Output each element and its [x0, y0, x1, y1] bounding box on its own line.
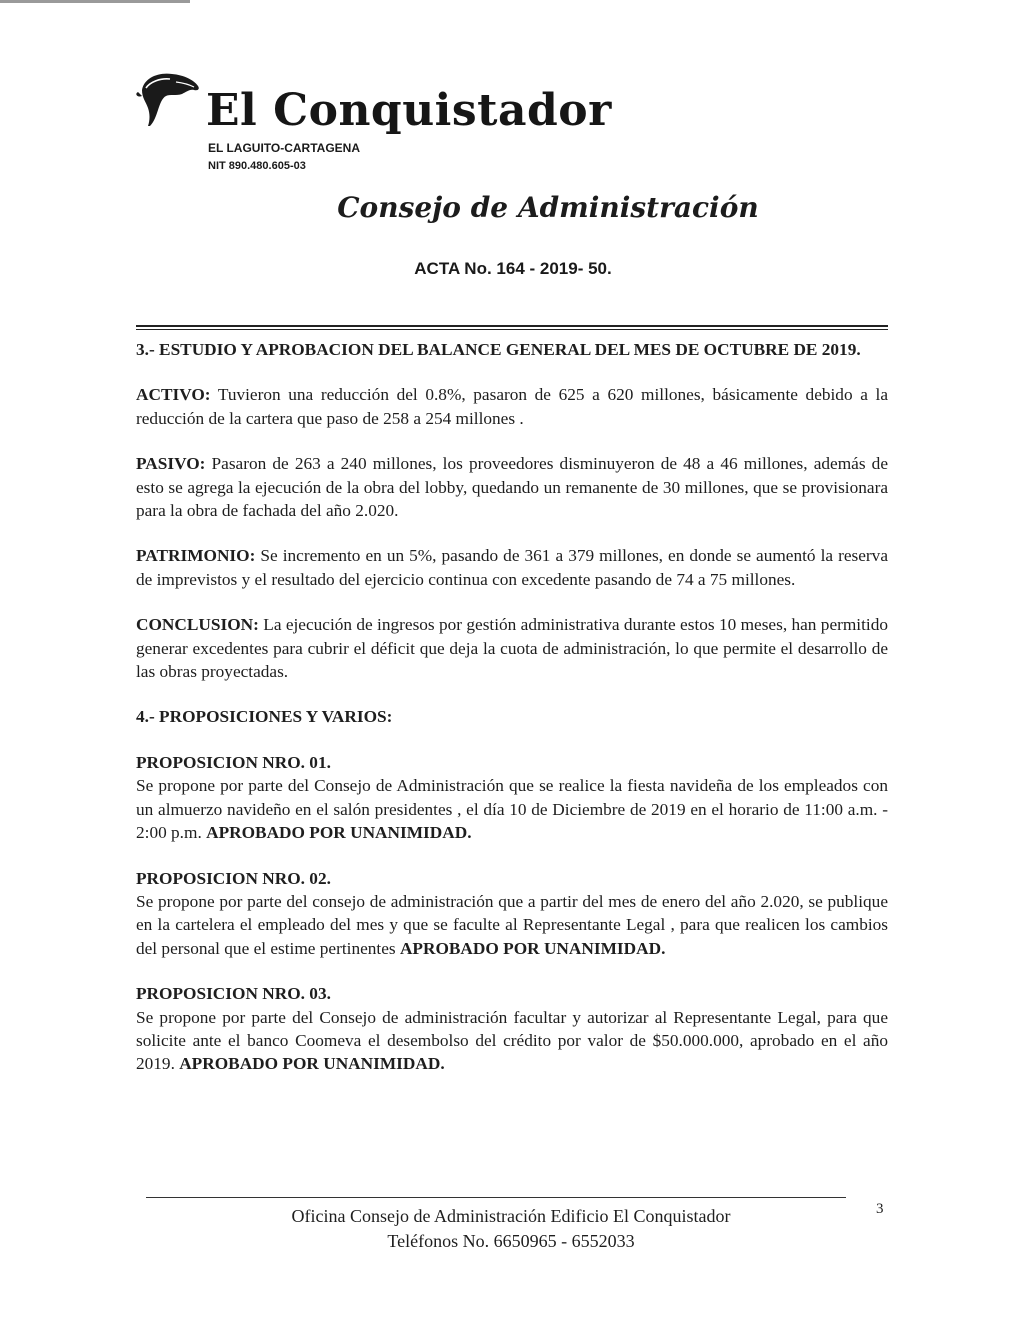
header-double-rule	[136, 325, 888, 330]
proposal-03	[136, 982, 888, 1076]
proposal-01-text: Se propone por parte del Consejo de Administración que se realice la fiesta navideña de los empleados con un almuerzo navideño en el salón presidentes , el día 10 de Diciembre de 2019 en el horario de 11:00 a.m. - 2:00 p.m.	[136, 776, 888, 843]
section-4-heading: 4.- PROPOSICIONES Y VARIOS:	[136, 707, 393, 727]
acta-number: ACTA No. 164 - 2019- 50.	[414, 259, 612, 278]
proposal-03-body	[136, 1006, 888, 1076]
page-footer	[146, 1204, 876, 1254]
conclusion-label: CONCLUSION:	[136, 615, 259, 635]
conclusion-paragraph	[136, 613, 888, 683]
proposal-01-title: PROPOSICION NRO. 01.	[136, 752, 331, 772]
proposal-02-body	[136, 890, 888, 960]
activo-label: ACTIVO:	[136, 385, 211, 405]
proposal-03-title: PROPOSICION NRO. 03.	[136, 984, 331, 1004]
proposal-02-status: APROBADO POR UNANIMIDAD.	[399, 938, 666, 958]
patrimonio-paragraph	[136, 544, 888, 591]
proposal-01-status: APROBADO POR UNANIMIDAD.	[206, 823, 472, 843]
brand-location: EL LAGUITO-CARTAGENA	[208, 141, 360, 155]
activo-text: Tuvieron una reducción del 0.8%, pasaron de 625 a 620 millones, básicamente debido a la reducción de la cartera que paso de 258 a 254 millones .	[136, 385, 888, 428]
proposal-02-text: Se propone por parte del consejo de administración que a partir del mes de enero del año 2.020, se publique en la cartelera el empleado del mes y que se faculte al Representante Legal , para que realicen los cambios del personal que el estime pertinentes	[136, 891, 888, 958]
proposal-03-text: Se propone por parte del Consejo de administración facultar y autorizar al Representante Legal, para que solicite ante el banco Coomeva el desembolso del crédito por valor de $50.000.000, aprobado en el año 2019.	[136, 1007, 888, 1074]
pasivo-paragraph	[136, 452, 888, 522]
proposal-03-status: APROBADO POR UNANIMIDAD.	[179, 1054, 445, 1074]
proposal-01	[136, 751, 888, 845]
footer-office: Oficina Consejo de Administración Edificio El Conquistador	[291, 1206, 731, 1226]
footer-phones: Teléfonos No. 6650965 - 6552033	[387, 1231, 635, 1251]
page-number: 3	[876, 1201, 884, 1217]
brand-nit: NIT 890.480.605-03	[208, 160, 306, 172]
document-body	[136, 338, 888, 1098]
patrimonio-label: PATRIMONIO:	[136, 546, 256, 566]
brand-title: El Conquistador	[206, 85, 612, 136]
pasivo-text: Pasaron de 263 a 240 millones, los proveedores disminuyeron de 48 a 46 millones, además de esto se agrega la ejecución de la obra del lobby, quedando un remanente de 30 millones, que se provisionara para la obra de fachada del año 2.020.	[136, 454, 888, 521]
scan-edge-mark	[0, 0, 190, 3]
activo-paragraph	[136, 383, 888, 430]
section-3-heading: 3.- ESTUDIO Y APROBACION DEL BALANCE GENERAL DEL MES DE OCTUBRE DE 2019.	[136, 340, 861, 359]
patrimonio-text: Se incremento en un 5%, pasando de 361 a 379 millones, en donde se aumentó la reserva de imprevistos y el resultado del ejercicio continua con excedente pasando de 74 a 75 millones.	[136, 546, 888, 589]
council-subtitle: Consejo de Administración	[337, 191, 759, 224]
pasivo-label: PASIVO:	[136, 454, 206, 474]
footer-rule	[146, 1197, 846, 1198]
proposal-02-title: PROPOSICION NRO. 02.	[136, 868, 331, 888]
proposal-02	[136, 867, 888, 961]
conquistador-helmet-logo	[136, 66, 208, 128]
conclusion-text: La ejecución de ingresos por gestión administrativa durante estos 10 meses, han permitido generar excedentes para cubrir el déficit que deja la cuota de administración, lo que permite el desarrollo de las obras proyectadas.	[136, 615, 888, 682]
proposal-01-body	[136, 774, 888, 844]
